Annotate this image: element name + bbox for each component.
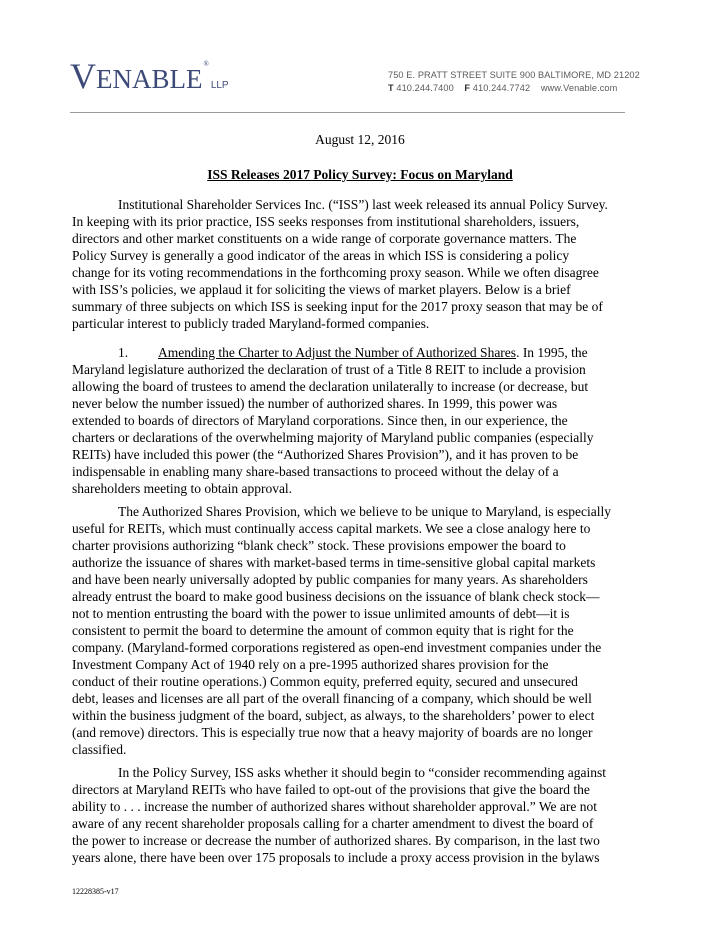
logo-initial: V bbox=[70, 56, 96, 96]
website: www.Venable.com bbox=[540, 83, 618, 93]
text-line: particular interest to publicly traded Maryland-formed companies. bbox=[72, 316, 430, 331]
text-line: REITs) have included this power (the “Authorized Shares Provision”), and it has proven to be bbox=[72, 447, 579, 462]
text-line: allowing the board of trustees to amend the declaration unilaterally to increase (or decrease, but bbox=[72, 379, 589, 394]
text-fragment: . In 1995, the bbox=[516, 345, 588, 360]
text-line: ability to . . . increase the number of authorized shares without shareholder approval.” We are not bbox=[72, 799, 597, 814]
letterhead bbox=[70, 56, 640, 114]
document-date: August 12, 2016 bbox=[315, 132, 405, 147]
text-line: years alone, there have been over 175 proposals to include a proxy access provision in the bylaws bbox=[72, 850, 600, 865]
text-line: change for its voting recommendations in the forthcoming proxy season. While we often disagree bbox=[72, 265, 599, 280]
text-line: debt, leases and licenses are all part of the overall financing of a company, which should be well bbox=[72, 691, 592, 706]
address-line: 750 E. PRATT STREET SUITE 900 BALTIMORE, MD 21202 bbox=[388, 70, 640, 80]
text-line: (and remove) directors. This is especially true now that a heavy majority of boards are no longer bbox=[72, 725, 593, 740]
logo-llp: LLP bbox=[210, 80, 229, 91]
phone-label: T bbox=[388, 83, 394, 93]
text-line: In the Policy Survey, ISS asks whether it should begin to “consider recommending against bbox=[118, 765, 607, 780]
letterhead-address bbox=[388, 69, 640, 95]
text-line: Investment Company Act of 1940 rely on a pre-1995 authorized shares provision for the bbox=[72, 657, 549, 672]
logo-registered-mark: ® bbox=[203, 60, 209, 68]
text-line: Maryland legislature authorized the declaration of trust of a Title 8 REIT to include a provision bbox=[72, 362, 586, 377]
fax-number: 410.244.7742 bbox=[472, 83, 531, 93]
text-line: charter provisions authorizing “blank check” stock. These provisions empower the board to bbox=[72, 538, 566, 553]
text-line: directors at Maryland REITs who have failed to opt-out of the provisions that give the board the bbox=[72, 782, 590, 797]
text-line: never below the number issued) the number of authorized shares. In 1999, this power was bbox=[72, 396, 558, 411]
text-line: charters or declarations of the overwhelming majority of Maryland public companies (especially bbox=[72, 430, 594, 445]
venable-logo bbox=[70, 58, 229, 94]
text-line: consistent to permit the board to determine the amount of common equity that is right for the bbox=[72, 623, 574, 638]
contact-line bbox=[388, 82, 640, 95]
section-authorized-shares bbox=[72, 344, 632, 497]
text-line: summary of three subjects on which ISS is seeking input for the 2017 proxy season that may be of bbox=[72, 299, 603, 314]
text-line: not to mention entrusting the board with the power to issue unlimited amounts of debt—it is bbox=[72, 606, 570, 621]
text-line: Institutional Shareholder Services Inc. (“ISS”) last week released its annual Policy Survey. bbox=[118, 197, 608, 212]
document-title: ISS Releases 2017 Policy Survey: Focus on Maryland bbox=[207, 167, 513, 182]
paragraph-policy-survey bbox=[72, 764, 632, 866]
text-line: shareholders meeting to obtain approval. bbox=[72, 481, 293, 496]
logo-name: ENABLE bbox=[96, 64, 203, 94]
text-line: already entrust the board to make good business decisions on the issuance of blank check stock— bbox=[72, 589, 600, 604]
text-line: The Authorized Shares Provision, which we believe to be unique to Maryland, is especially bbox=[118, 504, 612, 519]
text-line: Policy Survey is generally a good indicator of the areas in which ISS is considering a policy bbox=[72, 248, 570, 263]
section-heading-line bbox=[72, 344, 632, 361]
text-line: aware of any recent shareholder proposals calling for a charter amendment to divest the board of bbox=[72, 816, 594, 831]
section-heading: Amending the Charter to Adjust the Number of Authorized Shares bbox=[158, 345, 517, 360]
text-line: conduct of their routine operations.) Common equity, preferred equity, secured and unsecured bbox=[72, 674, 578, 689]
text-line: with ISS’s policies, we applaud it for soliciting the views of market players. Below is a brief bbox=[72, 282, 571, 297]
text-line: authorize the issuance of shares with market-based terms in time-sensitive global capital markets bbox=[72, 555, 596, 570]
text-line: and have been nearly universally adopted by public companies for many years. As shareholders bbox=[72, 572, 588, 587]
text-line: the power to increase or decrease the number of authorized shares. By comparison, in the last two bbox=[72, 833, 600, 848]
text-line: company. (Maryland-formed corporations registered as open-end investment companies under the bbox=[72, 640, 602, 655]
fax-label: F bbox=[464, 83, 471, 93]
document-footer-id: 12228385-v17 bbox=[72, 887, 119, 896]
text-line: In keeping with its prior practice, ISS seeks responses from institutional shareholders, issuers, bbox=[72, 214, 580, 229]
text-line: directors and other market constituents on a wide range of corporate governance matters. The bbox=[72, 231, 577, 246]
text-line: within the business judgment of the board, subject, as always, to the shareholders’ power to elect bbox=[72, 708, 595, 723]
section-number: 1. bbox=[118, 345, 129, 360]
letterhead-rule bbox=[70, 112, 625, 113]
text-line: useful for REITs, which must continually access capital markets. We see a close analogy here to bbox=[72, 521, 591, 536]
phone-number: 410.244.7400 bbox=[396, 83, 454, 93]
paragraph-analysis bbox=[72, 503, 632, 758]
text-line: indispensable in enabling many share-based transactions to proceed without the delay of a bbox=[72, 464, 559, 479]
text-line: classified. bbox=[72, 742, 127, 757]
text-line: extended to boards of directors of Maryland corporations. Since then, in our experience, the bbox=[72, 413, 568, 428]
paragraph-intro bbox=[72, 196, 632, 332]
